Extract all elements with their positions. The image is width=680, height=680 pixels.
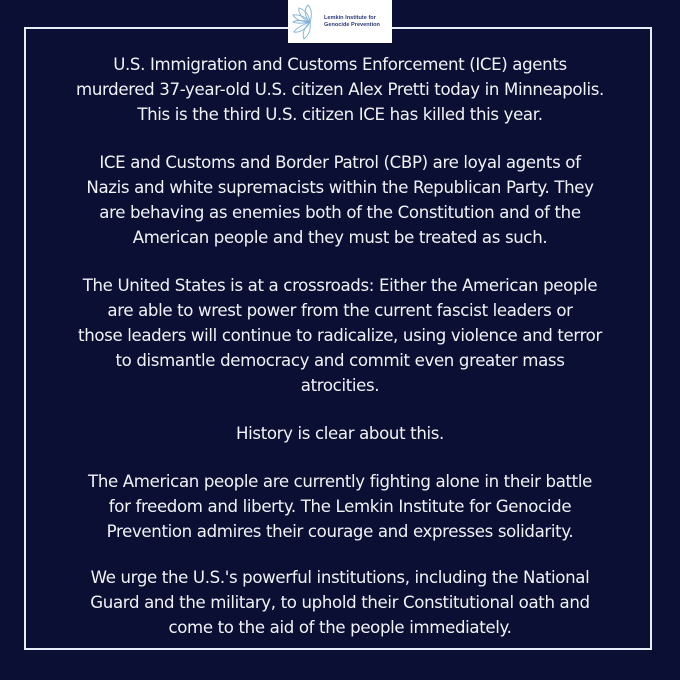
- text-line: The United States is at a crossroads: Either the American people: [82, 276, 598, 295]
- logo: [288, 0, 392, 43]
- text-line: Guard and the military, to uphold their Constitutional oath and: [90, 593, 590, 612]
- paragraph-solidarity: [30, 469, 650, 544]
- paragraph-history: [30, 421, 650, 446]
- logo-line-2: Genocide Prevention: [324, 21, 380, 28]
- text-line: ICE and Customs and Border Patrol (CBP) are loyal agents of: [99, 153, 581, 172]
- text-line: those leaders will continue to radicalize, using violence and terror: [78, 326, 602, 345]
- lotus-flower-icon: [292, 4, 322, 40]
- paragraph-call-to-action: [30, 565, 650, 640]
- text-line: for freedom and liberty. The Lemkin Institute for Genocide: [108, 497, 572, 516]
- text-line: are able to wrest power from the current fascist leaders or: [107, 301, 573, 320]
- logo-wordmark: [324, 15, 380, 28]
- text-line: American people and they must be treated as such.: [132, 228, 548, 247]
- text-line: This is the third U.S. citizen ICE has killed this year.: [137, 105, 543, 124]
- text-line: murdered 37-year-old U.S. citizen Alex Pretti today in Minneapolis.: [76, 80, 604, 99]
- text-line: We urge the U.S.'s powerful institutions, including the National: [90, 568, 590, 587]
- text-line: are behaving as enemies both of the Constitution and of the: [99, 203, 581, 222]
- logo-line-1: Lemkin Institute for: [324, 14, 376, 21]
- text-line: come to the aid of the people immediately.: [168, 618, 512, 637]
- text-line: History is clear about this.: [236, 424, 444, 443]
- text-line: U.S. Immigration and Customs Enforcement (ICE) agents: [113, 55, 567, 74]
- paragraph-ice-killing: [30, 52, 650, 127]
- text-line: atrocities.: [300, 376, 380, 395]
- text-line: to dismantle democracy and commit even greater mass: [115, 351, 565, 370]
- paragraph-ice-cbp: [30, 150, 650, 250]
- paragraph-crossroads: [30, 273, 650, 398]
- text-line: The American people are currently fighting alone in their battle: [88, 472, 592, 491]
- text-line: Nazis and white supremacists within the Republican Party. They: [86, 178, 594, 197]
- text-line: Prevention admires their courage and expresses solidarity.: [106, 522, 574, 541]
